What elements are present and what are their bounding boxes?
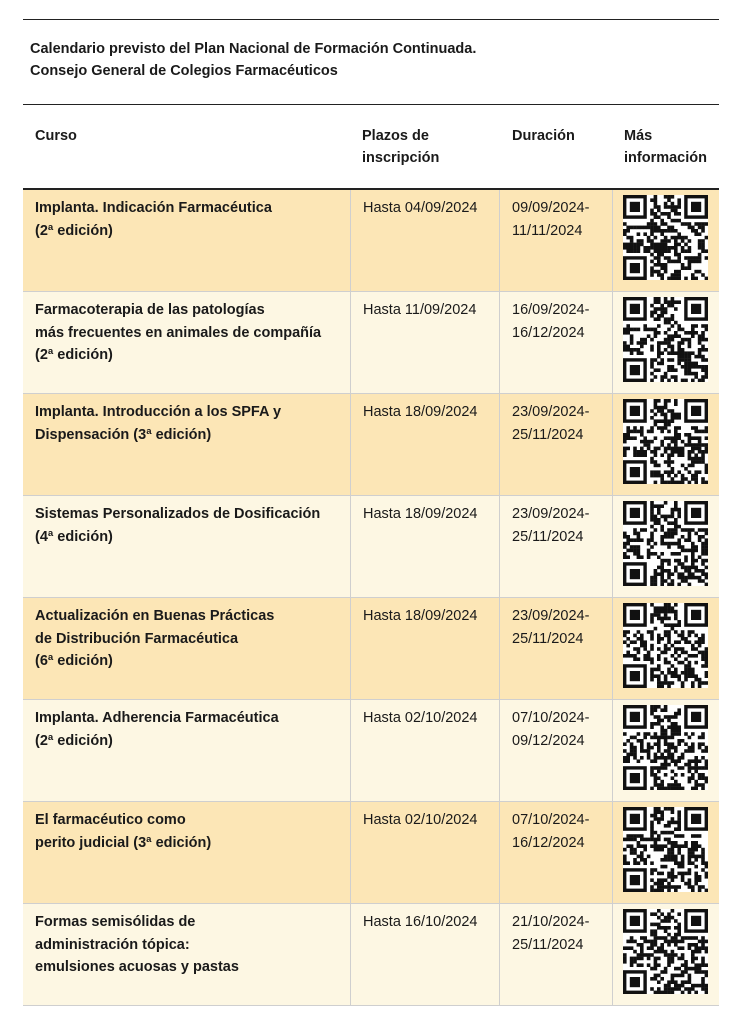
duration-text: [512, 401, 589, 446]
header-label: inscripción: [362, 150, 440, 166]
duration-text: [512, 605, 589, 650]
course-name-line: Sistemas Personalizados de Dosificación: [35, 506, 321, 522]
duration-line: 25/11/2024: [512, 936, 584, 953]
qr-code-icon[interactable]: [623, 909, 708, 994]
course-name-line: El farmacéutico como: [35, 812, 186, 828]
more-info-cell: [612, 598, 720, 699]
course-name-line: Implanta. Indicación Farmacéutica: [35, 200, 272, 216]
deadline-text: Hasta 04/09/2024: [363, 200, 478, 216]
duration-cell: [499, 190, 613, 291]
more-info-cell: [612, 394, 720, 495]
header-plazos: [362, 125, 439, 169]
qr-code-icon[interactable]: [623, 501, 708, 586]
duration-cell: [499, 496, 613, 597]
header-label: Más: [624, 128, 653, 144]
header-label: Plazos de: [362, 128, 429, 144]
header-duracion: [512, 125, 575, 147]
deadline-cell: [350, 190, 500, 291]
duration-cell: [499, 700, 613, 801]
course-name-line: (4ª edición): [35, 528, 113, 545]
duration-line: 25/11/2024: [512, 426, 584, 443]
course-name-line: perito judicial (3ª edición): [35, 834, 212, 851]
course-name: [35, 707, 279, 752]
table-body: [23, 190, 719, 1006]
duration-text: [512, 503, 589, 548]
deadline-text: Hasta 18/09/2024: [363, 506, 478, 522]
more-info-cell: [612, 700, 720, 801]
course-cell: [23, 904, 350, 1005]
title-line: Calendario previsto del Plan Nacional de Formación Continuada.: [30, 41, 477, 57]
header-label: información: [624, 150, 707, 166]
more-info-cell: [612, 292, 720, 393]
table-header: [23, 105, 719, 188]
duration-text: [512, 299, 589, 344]
header-label: Curso: [35, 128, 77, 144]
deadline-text: Hasta 16/10/2024: [363, 914, 478, 930]
qr-code-icon[interactable]: [623, 297, 708, 382]
header-curso: [35, 125, 77, 147]
duration-line: 23/09/2024-: [512, 608, 590, 624]
course-name-line: (2ª edición): [35, 222, 113, 239]
table-row: [23, 904, 719, 1006]
deadline-text: Hasta 02/10/2024: [363, 812, 478, 828]
duration-line: 16/09/2024-: [512, 302, 590, 318]
more-info-cell: [612, 190, 720, 291]
course-name: [35, 503, 320, 548]
table-row: [23, 802, 719, 904]
duration-cell: [499, 904, 613, 1005]
duration-line: 23/09/2024-: [512, 506, 590, 522]
qr-code-icon[interactable]: [623, 399, 708, 484]
header-label: Duración: [512, 128, 575, 144]
deadline-cell: [350, 802, 500, 903]
top-rule: [23, 19, 719, 20]
table-row: [23, 700, 719, 802]
duration-line: 09/12/2024: [512, 732, 585, 749]
course-name: [35, 605, 274, 673]
deadline-cell: [350, 394, 500, 495]
course-name-line: (6ª edición): [35, 653, 113, 669]
deadline-text: Hasta 11/09/2024: [363, 302, 477, 318]
duration-line: 25/11/2024: [512, 528, 584, 545]
course-name: [35, 809, 211, 854]
course-name-line: (2ª edición): [35, 347, 113, 363]
more-info-cell: [612, 904, 720, 1005]
table-row: [23, 394, 719, 496]
deadline-cell: [350, 904, 500, 1005]
qr-code-icon[interactable]: [623, 705, 708, 790]
duration-cell: [499, 802, 613, 903]
table-row: [23, 496, 719, 598]
duration-cell: [499, 292, 613, 393]
course-cell: [23, 190, 350, 291]
course-cell: [23, 394, 350, 495]
course-name: [35, 197, 272, 242]
course-name-line: de Distribución Farmacéutica: [35, 630, 239, 647]
course-cell: [23, 598, 350, 699]
duration-line: 16/12/2024: [512, 324, 585, 341]
duration-cell: [499, 598, 613, 699]
course-cell: [23, 700, 350, 801]
table-row: [23, 598, 719, 700]
duration-line: 23/09/2024-: [512, 404, 590, 420]
course-name-line: más frecuentes en animales de compañía: [35, 324, 322, 341]
deadline-text: Hasta 02/10/2024: [363, 710, 478, 726]
course-name-line: Formas semisólidas de: [35, 914, 196, 930]
course-name-line: Implanta. Adherencia Farmacéutica: [35, 710, 279, 726]
qr-code-icon[interactable]: [623, 603, 708, 688]
document-title: [30, 38, 476, 82]
qr-code-icon[interactable]: [623, 807, 708, 892]
deadline-cell: [350, 496, 500, 597]
course-name-line: Actualización en Buenas Prácticas: [35, 608, 275, 624]
course-name-line: administración tópica:: [35, 936, 190, 953]
course-name-line: emulsiones acuosas y pastas: [35, 959, 239, 975]
course-name: [35, 911, 239, 979]
duration-line: 16/12/2024: [512, 834, 585, 851]
title-line: Consejo General de Colegios Farmacéuticos: [30, 63, 338, 79]
course-name-line: (2ª edición): [35, 732, 113, 749]
deadline-text: Hasta 18/09/2024: [363, 608, 478, 624]
duration-line: 21/10/2024-: [512, 914, 590, 930]
course-name: [35, 401, 281, 446]
duration-line: 07/10/2024-: [512, 710, 590, 726]
course-name-line: Farmacoterapia de las patologías: [35, 302, 265, 318]
deadline-text: Hasta 18/09/2024: [363, 404, 478, 420]
duration-line: 11/11/2024: [512, 222, 583, 239]
duration-line: 07/10/2024-: [512, 812, 590, 828]
duration-text: [512, 809, 589, 854]
table-row: [23, 190, 719, 292]
course-cell: [23, 292, 350, 393]
course-name: [35, 299, 321, 367]
deadline-cell: [350, 700, 500, 801]
duration-line: 25/11/2024: [512, 630, 584, 647]
duration-cell: [499, 394, 613, 495]
course-name-line: Dispensación (3ª edición): [35, 426, 212, 443]
duration-text: [512, 197, 589, 242]
duration-line: 09/09/2024-: [512, 200, 590, 216]
more-info-cell: [612, 496, 720, 597]
course-name-line: Implanta. Introducción a los SPFA y: [35, 404, 282, 420]
deadline-cell: [350, 598, 500, 699]
header-mas-informacion: [624, 125, 707, 169]
table-row: [23, 292, 719, 394]
course-cell: [23, 802, 350, 903]
duration-text: [512, 911, 589, 956]
more-info-cell: [612, 802, 720, 903]
qr-code-icon[interactable]: [623, 195, 708, 280]
duration-text: [512, 707, 589, 752]
course-cell: [23, 496, 350, 597]
deadline-cell: [350, 292, 500, 393]
